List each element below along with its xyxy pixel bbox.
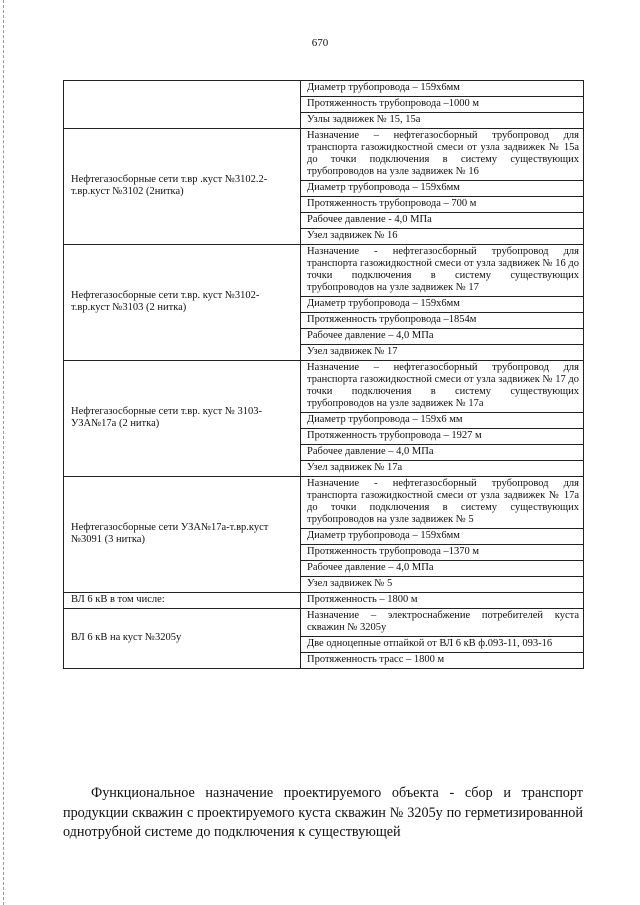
parameter-cell: Протяженность трубопровода –1854м (301, 313, 584, 329)
table-row (64, 81, 584, 97)
object-name-cell: ВЛ 6 кВ в том числе: (64, 593, 301, 609)
parameter-cell: Назначение – нефтегазосборный трубопровод для транспорта газожидкостной смеси от узла задвижек № 15а до точки подключения в систему существующих трубопроводов на узле задвижек № 16 (301, 129, 584, 181)
parameter-cell: Протяженность трасс – 1800 м (301, 653, 584, 669)
page-number: 670 (311, 37, 329, 49)
table-row (64, 361, 584, 413)
table-row (64, 477, 584, 529)
object-name-cell: Нефтегазосборные сети т.вр. куст №3102-т.вр.куст №3103 (2 нитка) (64, 245, 301, 361)
parameter-cell: Протяженность трубопровода – 700 м (301, 197, 584, 213)
parameter-cell: Назначение - нефтегазосборный трубопровод для транспорта газожидкостной смеси от узла задвижек № 16 до точки подключения в систему существующих трубопроводов на узле задвижек № 17 (301, 245, 584, 297)
object-name-cell: ВЛ 6 кВ на куст №3205у (64, 609, 301, 669)
parameter-cell: Диаметр трубопровода – 159х6мм (301, 181, 584, 197)
parameter-cell: Протяженность трубопровода – 1927 м (301, 429, 584, 445)
parameter-cell: Протяженность трубопровода –1370 м (301, 545, 584, 561)
parameter-cell: Протяженность – 1800 м (301, 593, 584, 609)
object-name-cell: Нефтегазосборные сети т.вр .куст №3102.2-т.вр.куст №3102 (2нитка) (64, 129, 301, 245)
table-row (64, 245, 584, 297)
table-row (64, 129, 584, 181)
table-row (64, 609, 584, 637)
pipeline-spec-table (63, 80, 584, 669)
parameter-cell: Узел задвижек № 17а (301, 461, 584, 477)
object-name-cell: Нефтегазосборные сети т.вр. куст № 3103-УЗА№17а (2 нитка) (64, 361, 301, 477)
parameter-cell: Рабочее давление - 4,0 МПа (301, 213, 584, 229)
parameter-cell: Диаметр трубопровода – 159х6мм (301, 297, 584, 313)
parameter-cell: Узел задвижек № 5 (301, 577, 584, 593)
conclusion-paragraph: Функциональное назначение проектируемого объекта - сбор и транспорт продукции скважин с проектируемого куста скважин № 3205у по герметизированной однотрубной системе до подключения к существующей (63, 785, 583, 840)
parameter-cell: Рабочее давление – 4,0 МПа (301, 561, 584, 577)
parameter-cell: Две одноцепные отпайкой от ВЛ 6 кВ ф.093-11, 093-16 (301, 637, 584, 653)
parameter-cell: Назначение – нефтегазосборный трубопровод для транспорта газожидкостной смеси от узла задвижек № 17 до точки подключения в систему существующих трубопроводов на узле задвижек № 17а (301, 361, 584, 413)
parameter-cell: Назначение - нефтегазосборный трубопровод для транспорта газожидкостной смеси от узла задвижек № 17а до точки подключения в систему существующих трубопроводов на узле задвижек № 5 (301, 477, 584, 529)
parameter-cell: Рабочее давление – 4,0 МПа (301, 329, 584, 345)
parameter-cell: Протяженность трубопровода –1000 м (301, 97, 584, 113)
parameter-cell: Диаметр трубопровода – 159х6мм (301, 529, 584, 545)
parameter-cell: Назначение – электроснабжение потребителей куста скважин № 3205у (301, 609, 584, 637)
parameter-cell: Узел задвижек № 17 (301, 345, 584, 361)
parameter-cell: Узлы задвижек № 15, 15а (301, 113, 584, 129)
pipeline-spec-table-body (64, 81, 584, 669)
page-edge-line (3, 0, 4, 905)
parameter-cell: Диаметр трубопровода – 159х6 мм (301, 413, 584, 429)
parameter-cell: Рабочее давление – 4,0 МПа (301, 445, 584, 461)
object-name-cell: Нефтегазосборные сети УЗА№17а-т.вр.куст №3091 (3 нитка) (64, 477, 301, 593)
table-row (64, 593, 584, 609)
parameter-cell: Диаметр трубопровода – 159х6мм (301, 81, 584, 97)
parameter-cell: Узел задвижек № 16 (301, 229, 584, 245)
object-name-cell (64, 81, 301, 129)
